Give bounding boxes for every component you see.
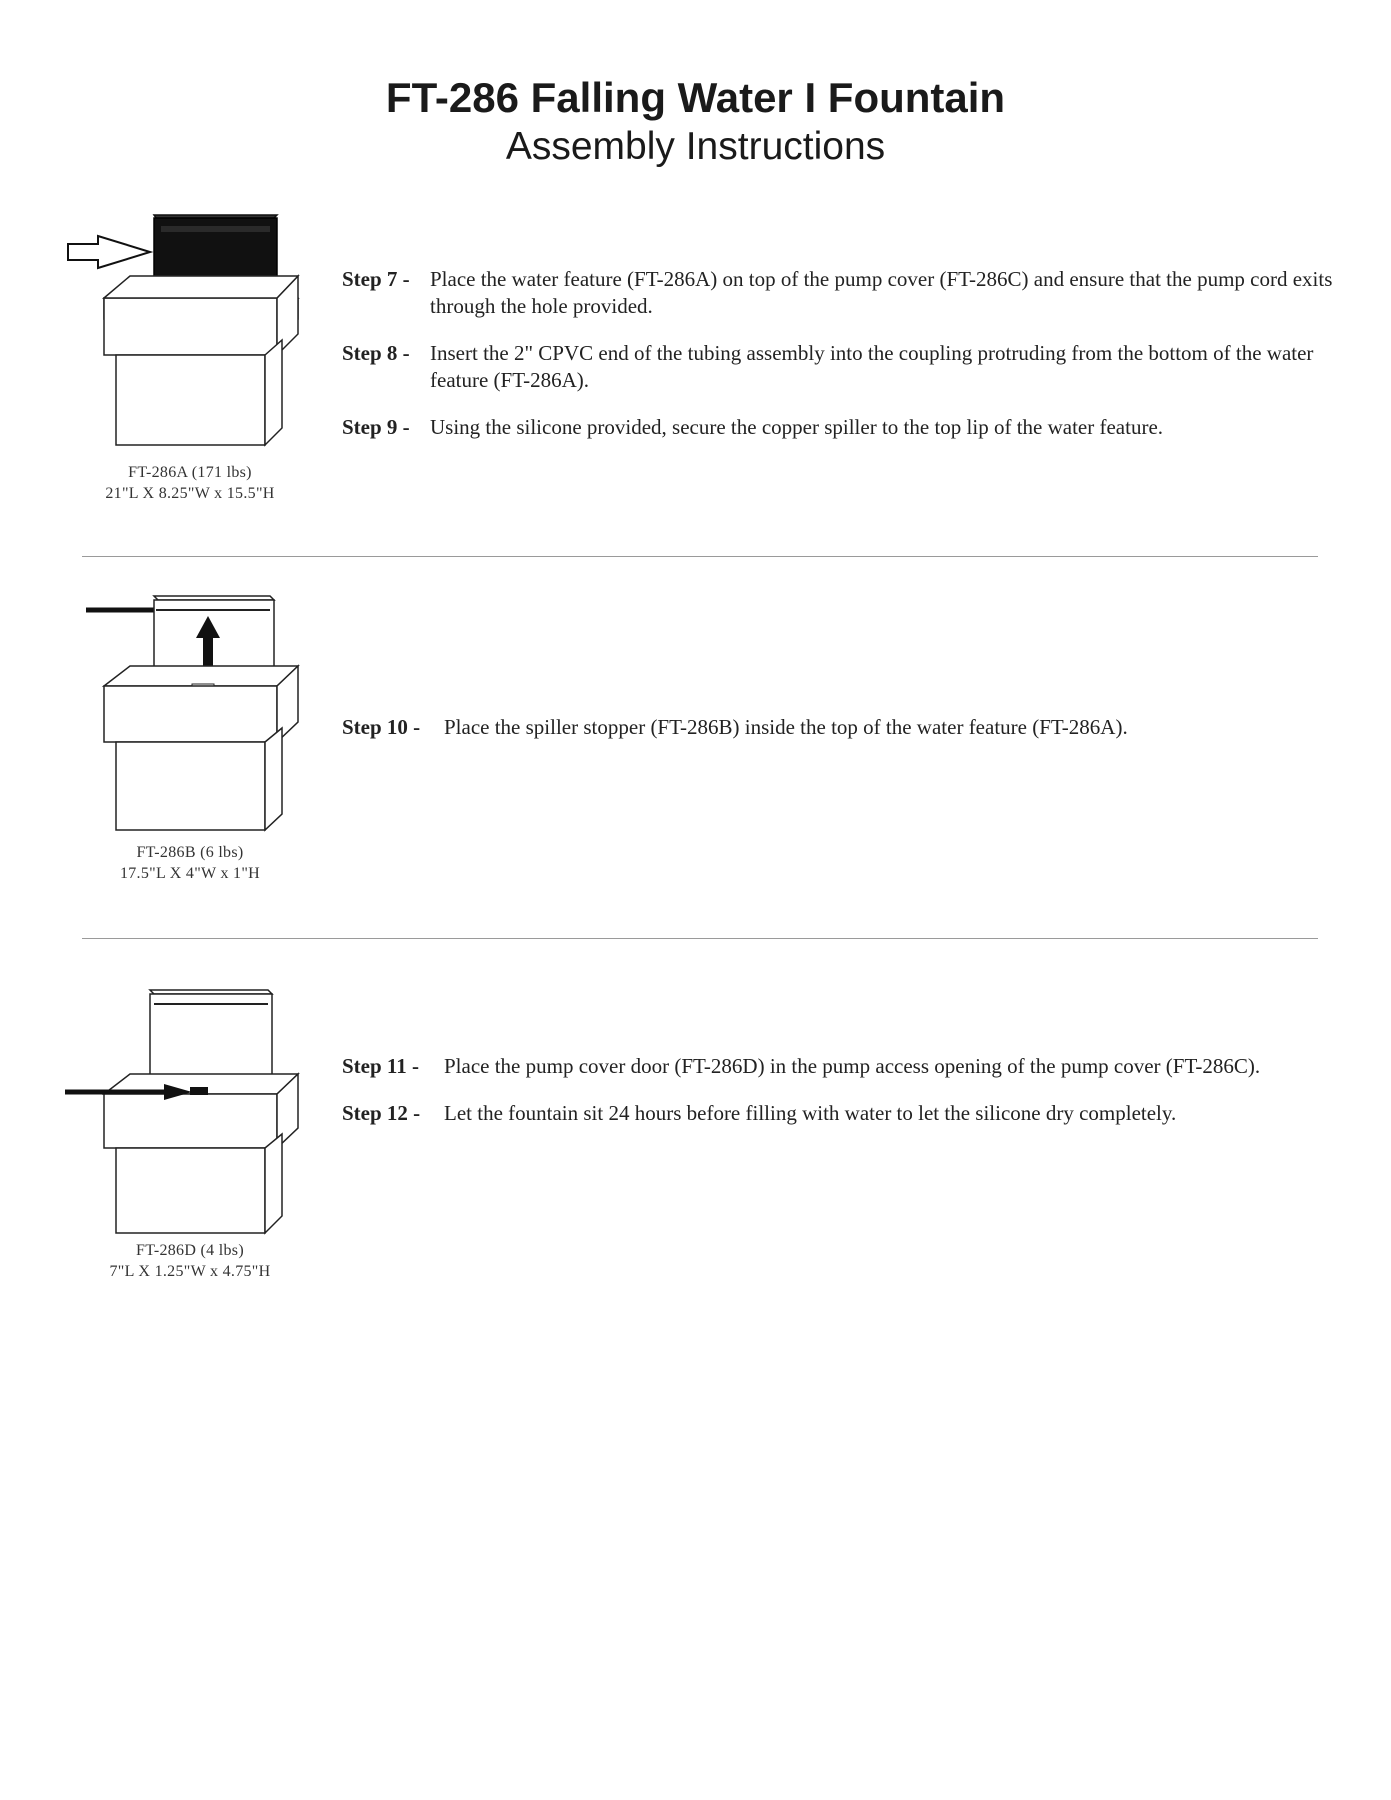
step-label: Step 12 - xyxy=(342,1101,421,1125)
steps-list-3 xyxy=(342,1053,1342,1147)
step-label: Step 9 - xyxy=(342,415,410,439)
caption-dimensions: 21"L X 8.25"W x 15.5"H xyxy=(105,485,275,502)
document-title: FT-286 Falling Water I Fountain xyxy=(385,74,1006,121)
step-text: Let the fountain sit 24 hours before filling with water to let the silicone dry completely. xyxy=(444,1101,1177,1125)
step-10 xyxy=(342,714,1342,741)
step-text: Place the water feature (FT-286A) on top of the pump cover (FT-286C) and ensure that the pump cord exits through the hole provided. xyxy=(430,267,1333,318)
caption-weight: FT-286B (6 lbs) xyxy=(136,844,244,861)
step-label: Step 8 - xyxy=(342,341,410,365)
figure-caption-ft-286a xyxy=(60,462,320,504)
fountain-illustration-3 xyxy=(60,988,320,1238)
step-text: Using the silicone provided, secure the copper spiller to the top lip of the water feature. xyxy=(430,415,1164,439)
step-text: Insert the 2" CPVC end of the tubing assembly into the coupling protruding from the bottom of the water feature (FT-286A). xyxy=(430,341,1314,392)
figure-ft-286d xyxy=(60,988,320,1288)
figure-ft-286a xyxy=(60,210,320,510)
section-divider xyxy=(82,938,1318,939)
step-label: Step 10 - xyxy=(342,715,421,739)
step-text: Place the spiller stopper (FT-286B) inside the top of the water feature (FT-286A). xyxy=(444,715,1128,739)
caption-dimensions: 17.5"L X 4"W x 1"H xyxy=(119,865,261,882)
step-9 xyxy=(342,414,1342,441)
step-7 xyxy=(342,266,1342,320)
figure-ft-286b xyxy=(60,592,320,892)
step-label: Step 7 - xyxy=(342,267,410,291)
fountain-illustration-2 xyxy=(60,592,320,842)
figure-caption-ft-286b xyxy=(60,842,320,884)
section-divider xyxy=(82,556,1318,557)
step-12 xyxy=(342,1100,1342,1127)
step-label: Step 11 - xyxy=(342,1054,420,1078)
outline-arrow-icon xyxy=(68,236,150,268)
caption-dimensions: 7"L X 1.25"W x 4.75"H xyxy=(109,1263,271,1280)
document-header xyxy=(0,73,1391,171)
document-subtitle: Assembly Instructions xyxy=(505,125,886,168)
step-text: Place the pump cover door (FT-286D) in the pump access opening of the pump cover (FT-286C). xyxy=(444,1054,1261,1078)
caption-weight: FT-286D (4 lbs) xyxy=(136,1242,244,1259)
step-11 xyxy=(342,1053,1342,1080)
caption-weight: FT-286A (171 lbs) xyxy=(128,464,252,481)
figure-caption-ft-286d xyxy=(60,1240,320,1282)
step-8 xyxy=(342,340,1342,394)
steps-list-2 xyxy=(342,714,1342,761)
steps-list-1 xyxy=(342,266,1342,461)
fountain-illustration-1 xyxy=(60,210,320,460)
